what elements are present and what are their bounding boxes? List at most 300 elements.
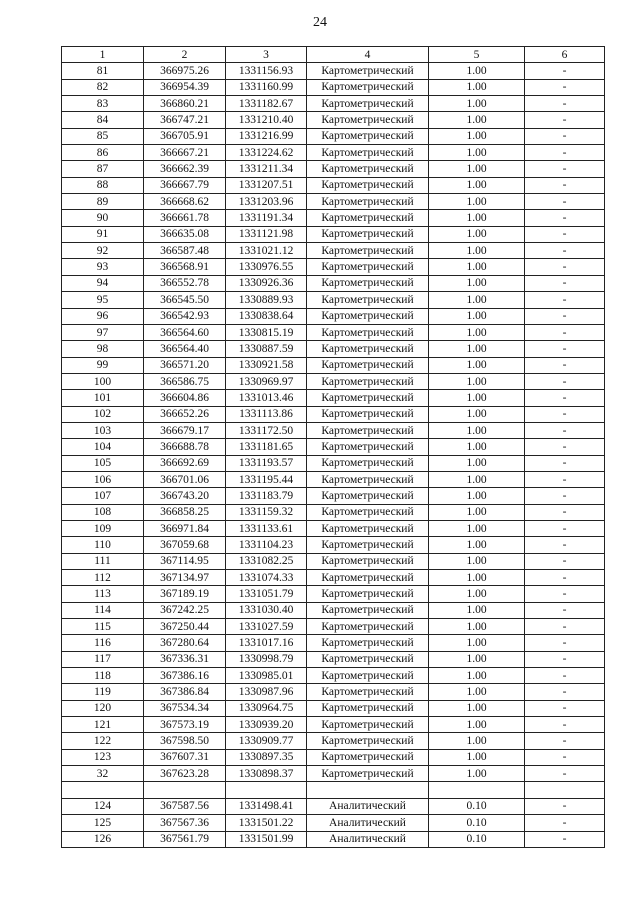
table-cell: 1.00 [429,455,525,471]
table-cell: Картометрический [307,766,429,782]
table-cell: 367567.36 [144,815,226,831]
table-cell: 1.00 [429,243,525,259]
table-cell: 1.00 [429,128,525,144]
table-cell: 0.10 [429,815,525,831]
table-cell: 1.00 [429,145,525,161]
table-cell: 367250.44 [144,619,226,635]
table-row [62,308,605,324]
table-cell: - [525,161,605,177]
table-cell: 366635.08 [144,226,226,242]
column-header: 5 [429,47,525,63]
table-cell: 1.00 [429,161,525,177]
table-cell: 106 [62,471,144,487]
column-header: 2 [144,47,226,63]
table-cell: 367114.95 [144,553,226,569]
table-cell: - [525,602,605,618]
table-row [62,602,605,618]
table-cell: - [525,243,605,259]
table-cell: - [525,619,605,635]
table-cell: 1.00 [429,488,525,504]
table-cell: Картометрический [307,259,429,275]
table-cell: 367607.31 [144,749,226,765]
table-cell: 1331113.86 [226,406,307,422]
table-cell: 1331211.34 [226,161,307,177]
table-cell: 114 [62,602,144,618]
table-cell: 1330987.96 [226,684,307,700]
table-cell: 96 [62,308,144,324]
table-cell: - [525,766,605,782]
table-row [62,749,605,765]
table-cell: 366662.39 [144,161,226,177]
table-cell: 367534.34 [144,700,226,716]
table-cell: 1.00 [429,275,525,291]
table-cell: 1331104.23 [226,537,307,553]
table-cell: - [525,390,605,406]
table-cell: 1330889.93 [226,292,307,308]
table-cell: 1331017.16 [226,635,307,651]
table-cell: Картометрический [307,455,429,471]
table-cell [226,782,307,798]
table-cell: Картометрический [307,586,429,602]
table-cell: 0.10 [429,798,525,814]
table-cell: 1.00 [429,651,525,667]
table-cell [429,782,525,798]
table-row [62,700,605,716]
table-cell: 1331193.57 [226,455,307,471]
table-cell: - [525,570,605,586]
table-row [62,112,605,128]
page-number: 24 [313,15,327,30]
table-row [62,63,605,79]
table-row [62,831,605,847]
table-cell: 1.00 [429,406,525,422]
table-cell: - [525,831,605,847]
table-cell: 1330838.64 [226,308,307,324]
table-cell: Картометрический [307,520,429,536]
table-row [62,194,605,210]
table-cell: 81 [62,63,144,79]
table-cell: - [525,684,605,700]
table-cell: 366743.20 [144,488,226,504]
table-cell: - [525,586,605,602]
table-cell: - [525,292,605,308]
table-cell: 89 [62,194,144,210]
table-cell: 1.00 [429,570,525,586]
table-cell: - [525,798,605,814]
table-cell: 366954.39 [144,79,226,95]
table-cell: 86 [62,145,144,161]
table-cell: 122 [62,733,144,749]
table-cell: - [525,537,605,553]
table-cell: 366604.86 [144,390,226,406]
table-cell: 83 [62,96,144,112]
table-cell: - [525,717,605,733]
table-cell: Картометрический [307,96,429,112]
table-cell: 1.00 [429,668,525,684]
table-cell: 1331183.79 [226,488,307,504]
table-row [62,668,605,684]
table-cell: 367336.31 [144,651,226,667]
table-cell: - [525,210,605,226]
table-row [62,586,605,602]
table-row [62,439,605,455]
table-cell: 1.00 [429,586,525,602]
table-row [62,96,605,112]
table-row [62,798,605,814]
table-cell: 1330998.79 [226,651,307,667]
table-cell: Картометрический [307,749,429,765]
table-cell: 1331498.41 [226,798,307,814]
table-cell: 1331133.61 [226,520,307,536]
table-cell: 1.00 [429,341,525,357]
table-cell: 1331191.34 [226,210,307,226]
table-cell: 108 [62,504,144,520]
table-cell: 1330969.97 [226,373,307,389]
table-cell: 366858.25 [144,504,226,520]
table-cell: Картометрический [307,488,429,504]
table-cell: Аналитический [307,815,429,831]
table-cell: 1331021.12 [226,243,307,259]
table-cell: 0.10 [429,831,525,847]
table-row [62,684,605,700]
table-cell: 366667.79 [144,177,226,193]
table-cell: 99 [62,357,144,373]
table-cell: - [525,96,605,112]
table-cell: 1331160.99 [226,79,307,95]
table-cell: 1.00 [429,357,525,373]
table-cell: - [525,341,605,357]
table-cell: 1330939.20 [226,717,307,733]
table-cell: - [525,749,605,765]
table-cell: Картометрический [307,733,429,749]
table-row [62,292,605,308]
table-cell: 1.00 [429,504,525,520]
table-cell: 92 [62,243,144,259]
table-cell: 111 [62,553,144,569]
table-row [62,357,605,373]
table-cell: 367189.19 [144,586,226,602]
table-cell: 1.00 [429,194,525,210]
table-cell: 126 [62,831,144,847]
table-cell: 1331172.50 [226,422,307,438]
table-cell: - [525,668,605,684]
table-cell: Картометрический [307,128,429,144]
table-cell: - [525,700,605,716]
table-cell: - [525,455,605,471]
table-cell: 367280.64 [144,635,226,651]
table-cell: 124 [62,798,144,814]
table-cell: 366975.26 [144,63,226,79]
table-cell: 1.00 [429,766,525,782]
table-cell: 366652.26 [144,406,226,422]
table-cell: 1331182.67 [226,96,307,112]
table-cell: 366705.91 [144,128,226,144]
table-cell: 119 [62,684,144,700]
table-cell: 84 [62,112,144,128]
table-cell: 367561.79 [144,831,226,847]
table-cell: 104 [62,439,144,455]
table-cell: Картометрический [307,194,429,210]
table-row [62,79,605,95]
table-cell: - [525,112,605,128]
table-cell: - [525,488,605,504]
table-cell: 110 [62,537,144,553]
table-row [62,635,605,651]
table-cell: 1331030.40 [226,602,307,618]
table-cell: 1331195.44 [226,471,307,487]
table-cell: 1331082.25 [226,553,307,569]
table-cell: 1.00 [429,520,525,536]
table-cell: 1330815.19 [226,324,307,340]
table-cell: 366587.48 [144,243,226,259]
table-cell: 366701.06 [144,471,226,487]
table-cell: Картометрический [307,341,429,357]
table-cell: 1.00 [429,700,525,716]
table-row [62,570,605,586]
table-cell: - [525,373,605,389]
table-cell: 367598.50 [144,733,226,749]
table-row [62,651,605,667]
table-cell [307,782,429,798]
table-cell: 1.00 [429,602,525,618]
table-row [62,733,605,749]
table-cell: Аналитический [307,831,429,847]
table-cell: 366552.78 [144,275,226,291]
table-cell: 1331121.98 [226,226,307,242]
table-cell: 1331210.40 [226,112,307,128]
table-cell: 1.00 [429,471,525,487]
table-cell: - [525,815,605,831]
table-cell: - [525,79,605,95]
table-cell: 1331203.96 [226,194,307,210]
column-header: 3 [226,47,307,63]
table-cell: 121 [62,717,144,733]
table-cell: - [525,406,605,422]
table-cell: 1331051.79 [226,586,307,602]
table-cell: 366667.21 [144,145,226,161]
table-row [62,145,605,161]
table-cell: 366564.60 [144,324,226,340]
table-cell: Картометрический [307,619,429,635]
table-cell: Картометрический [307,210,429,226]
table-cell: 115 [62,619,144,635]
table-cell: 1.00 [429,390,525,406]
table-cell: 366747.21 [144,112,226,128]
table-cell: 367059.68 [144,537,226,553]
table-cell: 1.00 [429,373,525,389]
table-cell: 367134.97 [144,570,226,586]
table-cell: 1.00 [429,537,525,553]
table-row [62,504,605,520]
table-cell: 85 [62,128,144,144]
table-row [62,210,605,226]
table-cell: 120 [62,700,144,716]
table-cell: 1330897.35 [226,749,307,765]
table-row [62,259,605,275]
table-cell: 1330985.01 [226,668,307,684]
table-cell: Картометрический [307,177,429,193]
table-row [62,520,605,536]
table-cell: Картометрический [307,668,429,684]
table-cell: 1330976.55 [226,259,307,275]
table-cell: 1331159.32 [226,504,307,520]
table-cell: 1331013.46 [226,390,307,406]
table-cell: 82 [62,79,144,95]
table-row [62,717,605,733]
table-cell: 1330921.58 [226,357,307,373]
table-cell: 367242.25 [144,602,226,618]
table-row [62,619,605,635]
table-cell: - [525,259,605,275]
table-cell: 102 [62,406,144,422]
table-cell: 1.00 [429,619,525,635]
table-cell: - [525,145,605,161]
table-cell: 366668.62 [144,194,226,210]
table-cell: 1331156.93 [226,63,307,79]
column-header: 4 [307,47,429,63]
table-cell: 1.00 [429,553,525,569]
table-cell: - [525,733,605,749]
table-cell: 1.00 [429,96,525,112]
table-row [62,243,605,259]
table-cell: Картометрический [307,112,429,128]
table-cell: 98 [62,341,144,357]
table-cell: 113 [62,586,144,602]
table-cell: 1331074.33 [226,570,307,586]
table-cell: 1330887.59 [226,341,307,357]
table-cell: 1330964.75 [226,700,307,716]
table-cell: Картометрический [307,79,429,95]
table-cell: 1331501.99 [226,831,307,847]
table-cell: Картометрический [307,684,429,700]
table-cell: - [525,177,605,193]
table-cell: Картометрический [307,63,429,79]
table-cell: 107 [62,488,144,504]
table-cell: 90 [62,210,144,226]
table-row [62,782,605,798]
table-cell: 367573.19 [144,717,226,733]
table-cell: Картометрический [307,537,429,553]
table-cell: - [525,324,605,340]
table-cell: 1.00 [429,259,525,275]
table-row [62,390,605,406]
table-cell: Картометрический [307,635,429,651]
table-cell: 1331027.59 [226,619,307,635]
table-cell: 1.00 [429,79,525,95]
table-row [62,406,605,422]
table-cell: 367386.16 [144,668,226,684]
table-cell: 1.00 [429,177,525,193]
table-cell: Картометрический [307,292,429,308]
column-header: 6 [525,47,605,63]
table-cell: Картометрический [307,651,429,667]
table-cell: 105 [62,455,144,471]
table-cell: 1.00 [429,292,525,308]
table-cell: - [525,553,605,569]
table-cell: Аналитический [307,798,429,814]
table-cell: 1.00 [429,733,525,749]
table-cell: 1.00 [429,684,525,700]
table-cell: 87 [62,161,144,177]
table-cell: Картометрический [307,717,429,733]
table-cell: Картометрический [307,161,429,177]
table-cell: 116 [62,635,144,651]
table-row [62,488,605,504]
table-cell: Картометрический [307,308,429,324]
table-row [62,177,605,193]
table-cell: - [525,308,605,324]
table-header-row [62,47,605,63]
table-cell: 88 [62,177,144,193]
table-cell: 367587.56 [144,798,226,814]
table-row [62,373,605,389]
table-cell: 97 [62,324,144,340]
table-row [62,324,605,340]
table-cell: Картометрический [307,390,429,406]
table-cell: 366692.69 [144,455,226,471]
table-cell: 1331224.62 [226,145,307,161]
table-cell: Картометрический [307,324,429,340]
table-cell: - [525,471,605,487]
table-cell: Картометрический [307,275,429,291]
table-cell: Картометрический [307,422,429,438]
table-cell: - [525,439,605,455]
table-row [62,553,605,569]
table-row [62,341,605,357]
table-cell: 1.00 [429,210,525,226]
column-header: 1 [62,47,144,63]
table-cell: 366542.93 [144,308,226,324]
table-row [62,471,605,487]
table-row [62,766,605,782]
table-cell: 123 [62,749,144,765]
table-cell: Картометрический [307,602,429,618]
table-cell: 1.00 [429,717,525,733]
table-cell: Картометрический [307,504,429,520]
table-cell: 117 [62,651,144,667]
table-cell: 1.00 [429,324,525,340]
table-row [62,815,605,831]
table-cell: - [525,128,605,144]
table-cell: 125 [62,815,144,831]
table-cell: 366860.21 [144,96,226,112]
table-cell: 103 [62,422,144,438]
table-cell: 94 [62,275,144,291]
table-cell: - [525,520,605,536]
table-cell: Картометрический [307,570,429,586]
table-cell: 1.00 [429,422,525,438]
table-cell: 1330926.36 [226,275,307,291]
table-cell: - [525,275,605,291]
table-cell: 366661.78 [144,210,226,226]
table-cell: - [525,635,605,651]
table-cell: - [525,422,605,438]
table-cell: 366545.50 [144,292,226,308]
table-body [62,63,605,848]
table-cell: 366571.20 [144,357,226,373]
table-cell: 95 [62,292,144,308]
table-cell: Картометрический [307,226,429,242]
table-cell: Картометрический [307,471,429,487]
table-cell: - [525,357,605,373]
table-cell: 366568.91 [144,259,226,275]
table-row [62,128,605,144]
table-cell: 1.00 [429,226,525,242]
table-cell: 112 [62,570,144,586]
table-cell: 366564.40 [144,341,226,357]
table-cell: Картометрический [307,439,429,455]
table-row [62,226,605,242]
